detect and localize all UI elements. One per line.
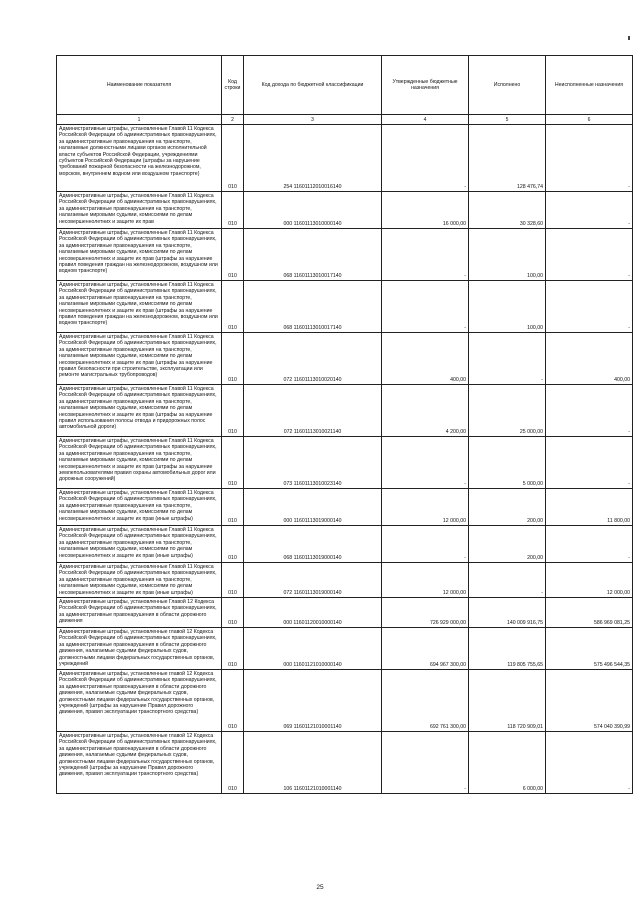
row-name: Административные штрафы, установленные Главой 11 Кодекса Российской Федерации об административных правонарушениях, за административные правонарушения на транспорте, налагаемые мировыми судьями, комиссиями по делам несовершеннолетних и защите их прав (штрафы за нарушение правил безопасности при строительстве, эксплуатации или ремонте магистральных трубопроводов)	[57, 333, 222, 385]
header-executed: Исполнено	[469, 56, 546, 115]
row-line-code: 010	[222, 333, 244, 385]
row-line-code: 010	[222, 489, 244, 526]
row-executed: -	[469, 333, 546, 385]
column-number: 1	[57, 115, 222, 125]
table-row	[57, 489, 633, 526]
row-unexecuted: 11 800,00	[546, 489, 633, 526]
table-row	[57, 229, 633, 281]
header-unexecuted: Неисполненные назначения	[546, 56, 633, 115]
table-row	[57, 192, 633, 229]
row-unexecuted: 574 040 390,99	[546, 670, 633, 732]
row-name: Административные штрафы, установленные Главой 11 Кодекса Российской Федерации об административных правонарушениях, за административные правонарушения на транспорте, налагаемые мировыми судьями, комиссиями по делам несовершеннолетних и защите их прав (штрафы за нарушение землепользователями правил охраны автомобильных дорог или дорожных сооружений)	[57, 437, 222, 489]
row-approved: 400,00	[382, 333, 469, 385]
revenue-table	[56, 55, 633, 794]
row-revenue-code: 000 11601120010000140	[244, 598, 382, 628]
table-row	[57, 563, 633, 598]
row-approved: -	[382, 732, 469, 794]
row-unexecuted: 586 969 081,25	[546, 598, 633, 628]
row-executed: 119 805 755,65	[469, 628, 546, 670]
row-line-code: 010	[222, 563, 244, 598]
row-approved: -	[382, 229, 469, 281]
row-executed: 200,00	[469, 526, 546, 563]
row-approved: 16 000,00	[382, 192, 469, 229]
table-row	[57, 670, 633, 732]
row-name: Административные штрафы, установленные Главой 11 Кодекса Российской Федерации об административных правонарушениях, за административные правонарушения на транспорте, налагаемые мировыми судьями, комиссиями по делам несовершеннолетних и защите их прав (штрафы за нарушение правил поведения граждан на железнодорожном, воздушном или водном транспорте)	[57, 229, 222, 281]
row-executed: 200,00	[469, 489, 546, 526]
table-body	[57, 125, 633, 794]
row-executed: 100,00	[469, 229, 546, 281]
row-unexecuted: 575 496 544,35	[546, 628, 633, 670]
column-number: 5	[469, 115, 546, 125]
row-executed: 25 000,00	[469, 385, 546, 437]
row-unexecuted: -	[546, 732, 633, 794]
row-name: Административные штрафы, установленные Главой 12 Кодекса Российской Федерации об административных правонарушениях, за административные правонарушения в области дорожного движения	[57, 598, 222, 628]
row-unexecuted: -	[546, 229, 633, 281]
row-approved: 12 000,00	[382, 489, 469, 526]
row-executed: 100,00	[469, 281, 546, 333]
row-approved: 4 200,00	[382, 385, 469, 437]
row-approved: 692 761 300,00	[382, 670, 469, 732]
row-approved: -	[382, 526, 469, 563]
header-line-code: Код строки	[222, 56, 244, 115]
row-revenue-code: 000 11601121010000140	[244, 628, 382, 670]
page-number: 25	[316, 884, 324, 891]
row-revenue-code: 073 11601113010023140	[244, 437, 382, 489]
row-approved: 726 929 000,00	[382, 598, 469, 628]
row-unexecuted: -	[546, 526, 633, 563]
row-line-code: 010	[222, 670, 244, 732]
row-executed: 128 476,74	[469, 125, 546, 192]
row-revenue-code: 068 11601113010017140	[244, 281, 382, 333]
row-name: Административные штрафы, установленные Главой 11 Кодекса Российской Федерации об административных правонарушениях, за административные правонарушения на транспорте, налагаемые мировыми судьями, комиссиями по делам несовершеннолетних и защите их прав (иные штрафы)	[57, 563, 222, 598]
row-executed: -	[469, 563, 546, 598]
row-line-code: 010	[222, 437, 244, 489]
column-number-row	[57, 115, 633, 125]
row-name: Административные штрафы, установленные Главой 11 Кодекса Российской Федерации об административных правонарушениях, за административные правонарушения на транспорте, налагаемые мировыми судьями, комиссиями по делам несовершеннолетних и защите их прав	[57, 192, 222, 229]
column-number: 2	[222, 115, 244, 125]
row-unexecuted: -	[546, 125, 633, 192]
row-name: Административные штрафы, установленные Главой 11 Кодекса Российской Федерации об административных правонарушениях, за административные правонарушения на транспорте, налагаемые должностными лицами органов исполнительной власти субъектов Российской Федерации, учреждениями субъектов Российской Федерации (штрафы за нарушение требований пожарной безопасности на железнодорожном, морском, внутреннем водном или воздушном транспорте)	[57, 125, 222, 192]
row-executed: 30 328,60	[469, 192, 546, 229]
row-unexecuted: -	[546, 385, 633, 437]
row-revenue-code: 072 11601113019000140	[244, 563, 382, 598]
row-approved: -	[382, 125, 469, 192]
row-line-code: 010	[222, 229, 244, 281]
table-row	[57, 125, 633, 192]
row-executed: 6 000,00	[469, 732, 546, 794]
header-approved: Утвержденные бюджетные назначения	[382, 56, 469, 115]
row-revenue-code: 068 11601113019000140	[244, 526, 382, 563]
table-row	[57, 333, 633, 385]
edge-mark	[628, 36, 630, 40]
row-name: Административные штрафы, установленные главой 12 Кодекса Российской Федерации об административных правонарушениях, за административные правонарушения в области дорожного движения, налагаемые судьями федеральных судов, должностными лицами федеральных государственных органов, учреждений	[57, 628, 222, 670]
column-number: 4	[382, 115, 469, 125]
row-line-code: 010	[222, 385, 244, 437]
row-revenue-code: 000 11601113010000140	[244, 192, 382, 229]
row-line-code: 010	[222, 628, 244, 670]
table-row	[57, 628, 633, 670]
table-row	[57, 732, 633, 794]
table-row	[57, 526, 633, 563]
row-unexecuted: -	[546, 281, 633, 333]
row-approved: -	[382, 281, 469, 333]
row-revenue-code: 106 11601121010001140	[244, 732, 382, 794]
row-unexecuted: -	[546, 192, 633, 229]
row-line-code: 010	[222, 526, 244, 563]
header-name: Наименование показателя	[57, 56, 222, 115]
row-line-code: 010	[222, 125, 244, 192]
row-approved: 694 967 300,00	[382, 628, 469, 670]
row-revenue-code: 068 11601113010017140	[244, 229, 382, 281]
row-line-code: 010	[222, 281, 244, 333]
table-header-row	[57, 56, 633, 115]
row-revenue-code: 072 11601113010020140	[244, 333, 382, 385]
row-line-code: 010	[222, 192, 244, 229]
row-name: Административные штрафы, установленные главой 12 Кодекса Российской Федерации об административных правонарушениях, за административные правонарушения в области дорожного движения, налагаемые судьями федеральных судов, должностными лицами федеральных государственных органов, учреждений (штрафы за нарушение Правил дорожного движения, правил эксплуатации транспортного средства)	[57, 670, 222, 732]
row-name: Административные штрафы, установленные Главой 11 Кодекса Российской Федерации об административных правонарушениях, за административные правонарушения на транспорте, налагаемые мировыми судьями, комиссиями по делам несовершеннолетних и защите их прав (иные штрафы)	[57, 526, 222, 563]
row-approved: 12 000,00	[382, 563, 469, 598]
row-executed: 5 000,00	[469, 437, 546, 489]
row-executed: 118 720 909,01	[469, 670, 546, 732]
row-name: Административные штрафы, установленные Главой 11 Кодекса Российской Федерации об административных правонарушениях, за административные правонарушения на транспорте, налагаемые мировыми судьями, комиссиями по делам несовершеннолетних и защите их прав (штрафы за нарушение правил поведения граждан на железнодорожном, воздушном или водном транспорте)	[57, 281, 222, 333]
row-revenue-code: 000 11601113019000140	[244, 489, 382, 526]
row-name: Административные штрафы, установленные главой 12 Кодекса Российской Федерации об административных правонарушениях, за административные правонарушения в области дорожного движения, налагаемые судьями федеральных судов, должностными лицами федеральных государственных органов, учреждений (штрафы за нарушение Правил дорожного движения, правил эксплуатации транспортного средства)	[57, 732, 222, 794]
row-revenue-code: 254 11601112010016140	[244, 125, 382, 192]
row-unexecuted: 12 000,00	[546, 563, 633, 598]
row-revenue-code: 072 11601113010021140	[244, 385, 382, 437]
row-line-code: 010	[222, 732, 244, 794]
table-row	[57, 385, 633, 437]
column-number: 3	[244, 115, 382, 125]
row-executed: 140 009 916,75	[469, 598, 546, 628]
row-name: Административные штрафы, установленные Главой 11 Кодекса Российской Федерации об административных правонарушениях, за административные правонарушения на транспорте, налагаемые мировыми судьями, комиссиями по делам несовершеннолетних и защите их прав (штрафы за нарушение правил использования полосы отвода и придорожных полос автомобильной дороги)	[57, 385, 222, 437]
table-row	[57, 281, 633, 333]
header-revenue-code: Код дохода по бюджетной классификации	[244, 56, 382, 115]
row-approved: -	[382, 437, 469, 489]
column-number: 6	[546, 115, 633, 125]
row-line-code: 010	[222, 598, 244, 628]
table-row	[57, 598, 633, 628]
row-unexecuted: 400,00	[546, 333, 633, 385]
row-name: Административные штрафы, установленные Главой 11 Кодекса Российской Федерации об административных правонарушениях, за административные правонарушения на транспорте, налагаемые мировыми судьями, комиссиями по делам несовершеннолетних и защите их прав (иные штрафы)	[57, 489, 222, 526]
table-row	[57, 437, 633, 489]
row-unexecuted: -	[546, 437, 633, 489]
row-revenue-code: 069 11601121010001140	[244, 670, 382, 732]
